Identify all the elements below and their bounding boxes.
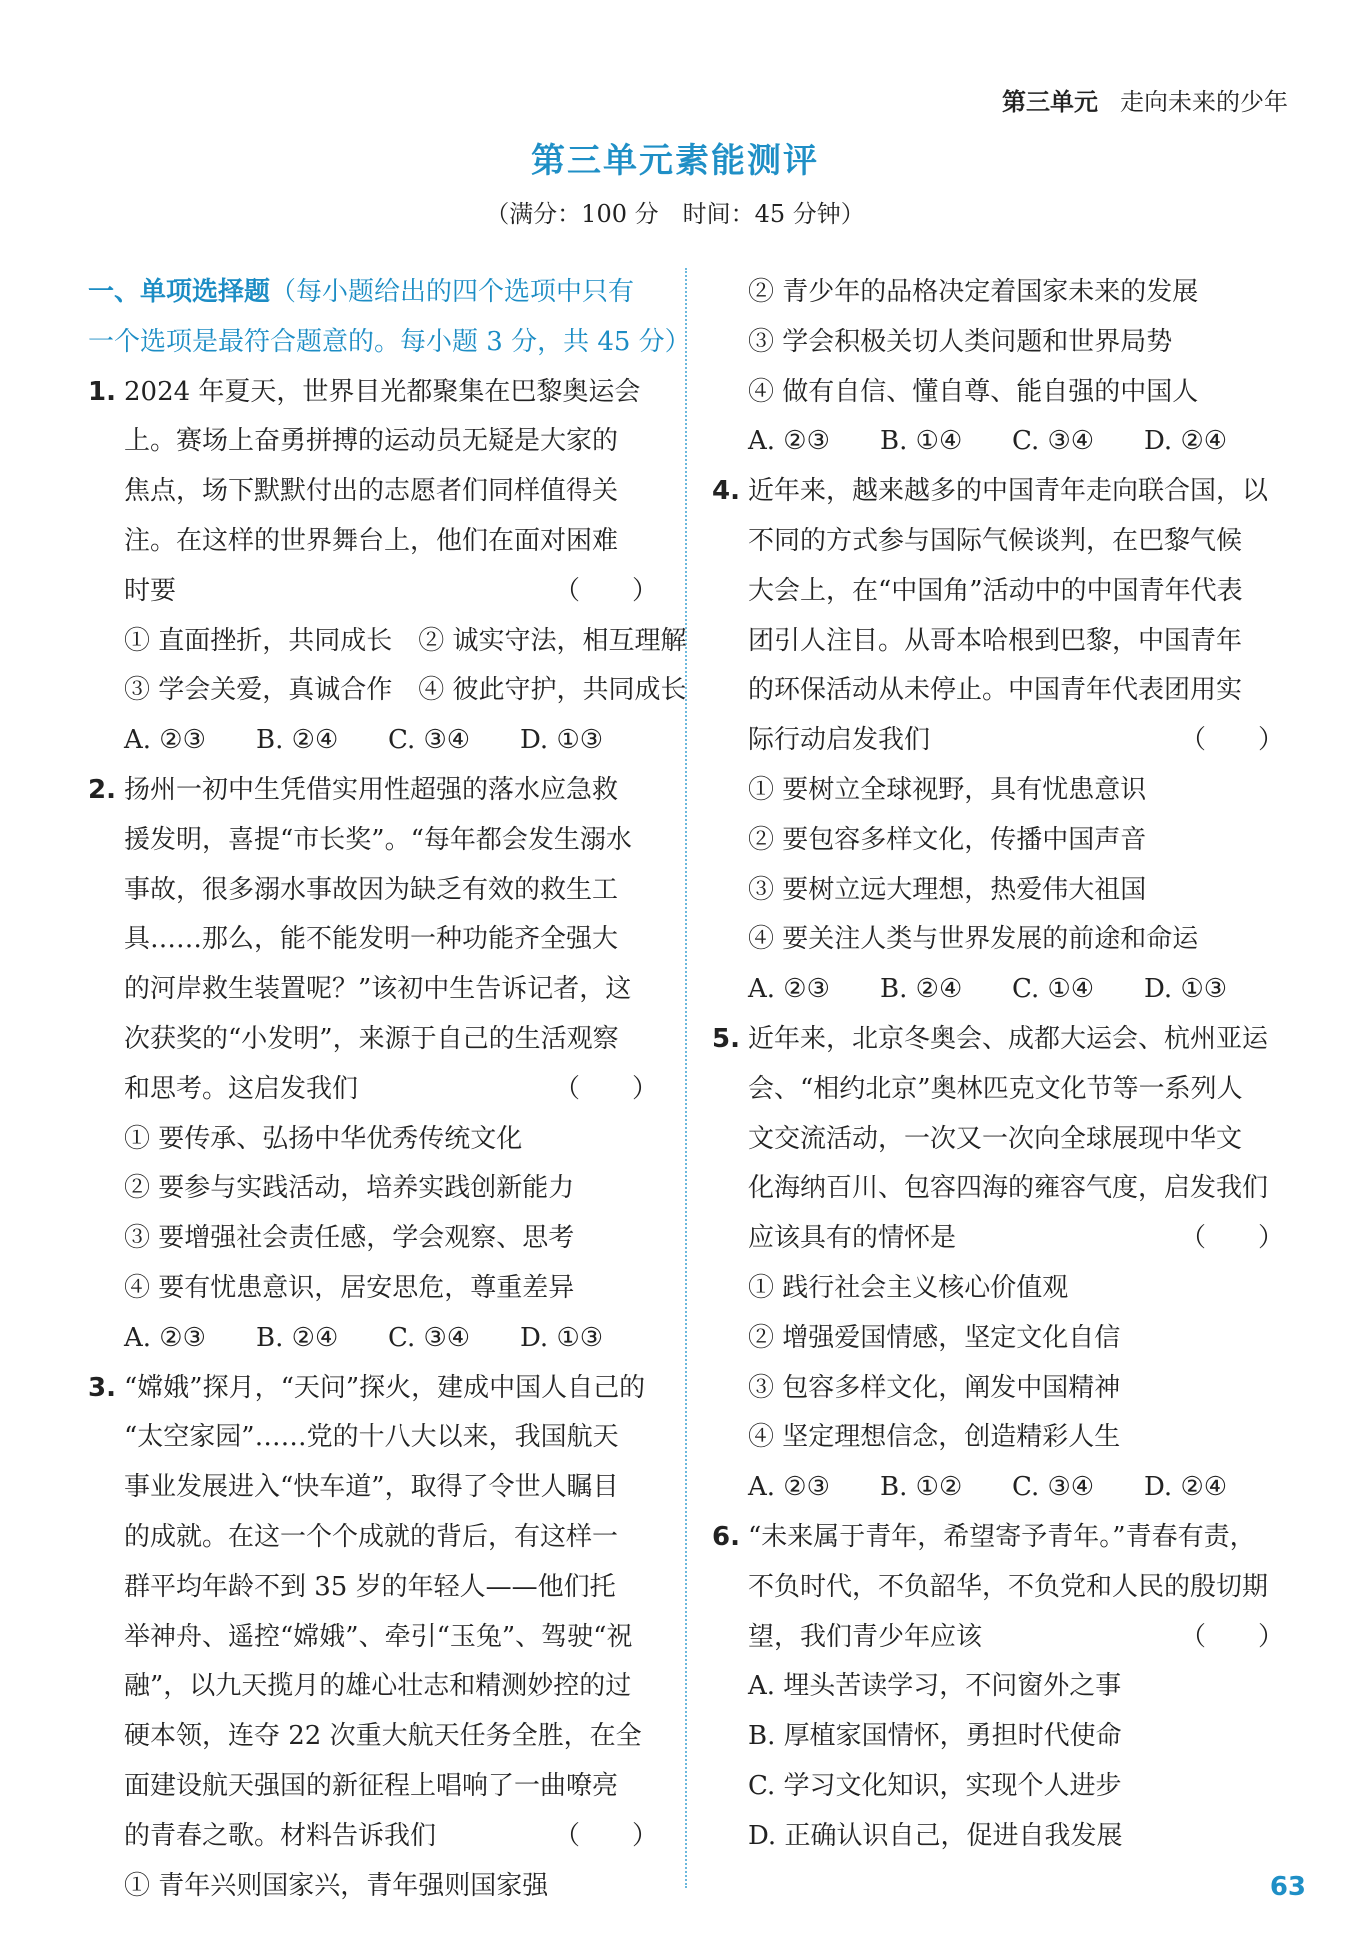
question-2 [88,766,658,1364]
answer-choices: A. ②③ B. ①④ C. ③④ D. ②④ [748,426,1228,457]
header-unit: 第三单元 [1002,88,1098,116]
page-number: 63 [1269,1872,1306,1902]
question-line: 事故，很多溺水事故因为缺乏有效的救生工 [124,874,619,905]
answer-choices: A. ②③ B. ②④ C. ①④ D. ①③ [748,974,1228,1005]
option-line: ③ 要增强社会责任感，学会观察、思考 [124,1223,575,1254]
question-line: 举神舟、遥控“嫦娥”、牵引“玉兔”、驾驶“祝 [124,1621,633,1652]
question-number: 3. [88,1372,116,1403]
question-line: 4. 近年来，越来越多的中国青年走向联合国，以 [712,467,1284,517]
question-line: 上。赛场上奋勇拼搏的运动员无疑是大家的 [124,426,619,457]
answer-choices: A. ②③ B. ②④ C. ③④ D. ①③ [124,725,604,756]
option-line: ② 增强爱国情感，坚定文化自信 [748,1322,1121,1353]
question-line: 1. 2024 年夏天，世界目光都聚集在巴黎奥运会 [88,368,658,418]
question-line: 化海纳百川、包容四海的雍容气度，启发我们 [748,1173,1269,1204]
answer-bracket: （ ） [553,1073,658,1104]
answer-bracket: （ ） [1179,1223,1284,1254]
question-line: 的河岸救生装置呢？”该初中生告诉记者，这 [124,974,632,1005]
question-1 [88,368,687,766]
right-column [712,268,1284,1862]
running-header [1002,82,1288,117]
question-line: 大会上，在“中国角”活动中的中国青年代表 [748,575,1243,606]
question-line: 5. 近年来，北京冬奥会、成都大运会、杭州亚运 [712,1015,1284,1065]
exam-info: （满分：100 分 时间：45 分钟） [485,200,865,228]
option-line: ① 践行社会主义核心价值观 [748,1272,1069,1303]
question-line: 焦点，场下默默付出的志愿者们同样值得关 [124,476,619,507]
answer-choices: A. ②③ B. ②④ C. ③④ D. ①③ [124,1322,604,1353]
option-line: ① 要传承、弘扬中华优秀传统文化 [124,1123,523,1154]
question-line: 不同的方式参与国际气候谈判，在巴黎气候 [748,525,1243,556]
question-line: 事业发展进入“快车道”，取得了令世人瞩目 [124,1472,619,1503]
answer-bracket: （ ） [1179,725,1284,756]
option-line: ① 青年兴则国家兴，青年强则国家强 [124,1870,549,1901]
section-heading-line1 [88,268,658,318]
option-line: ② 要包容多样文化，传播中国声音 [748,824,1147,855]
question-line: 会、“相约北京”奥林匹克文化节等一系列人 [748,1073,1243,1104]
question-line: 面建设航天强国的新征程上唱响了一曲嘹亮 [124,1770,619,1801]
question-number: 1. [88,376,116,407]
answer-bracket: （ ） [553,575,658,606]
option-line: A. 埋头苦读学习，不问窗外之事 [748,1671,1122,1702]
question-line: 时要 （ ） [88,567,658,617]
question-line: 应该具有的情怀是 （ ） [712,1214,1284,1264]
question-line: 融”，以九天揽月的雄心壮志和精测妙控的过 [124,1671,632,1702]
question-line: 6. “未来属于青年，希望寄予青年。”青春有责， [712,1513,1284,1563]
question-line: 援发明，喜提“市长奖”。“每年都会发生溺水 [124,824,632,855]
question-line: 的成就。在这一个个成就的背后，有这样一 [124,1521,619,1552]
question-line: 群平均年龄不到 35 岁的年轻人——他们托 [124,1571,616,1602]
option-line: ① 直面挫折，共同成长 ② 诚实守法，相互理解 [124,625,687,656]
question-6 [712,1513,1284,1862]
question-4 [712,467,1284,1015]
section-heading-line2: 一个选项是最符合题意的。每小题 3 分，共 45 分） [88,326,691,357]
header-topic: 走向未来的少年 [1120,88,1288,116]
question-number: 6. [712,1521,740,1552]
option-line: ④ 坚定理想信念，创造精彩人生 [748,1422,1121,1453]
question-line: 注。在这样的世界舞台上，他们在面对困难 [124,525,619,556]
option-line: D. 正确认识自己，促进自我发展 [748,1820,1123,1851]
question-number: 5. [712,1023,740,1054]
option-line: ③ 要树立远大理想，热爱伟大祖国 [748,874,1147,905]
question-line: 3. “嫦娥”探月，“天问”探火，建成中国人自己的 [88,1364,658,1414]
question-line: 的青春之歌。材料告诉我们 （ ） [88,1812,658,1862]
option-line: ② 青少年的品格决定着国家未来的发展 [748,277,1199,307]
answer-bracket: （ ） [553,1820,658,1851]
option-line: ③ 学会关爱，真诚合作 ④ 彼此守护，共同成长 [124,675,687,706]
option-line: ② 要参与实践活动，培养实践创新能力 [124,1173,575,1204]
answer-choices: A. ②③ B. ①② C. ③④ D. ②④ [748,1472,1228,1503]
question-line: 望，我们青少年应该 （ ） [712,1613,1284,1663]
option-line: ① 要树立全球视野，具有忧患意识 [748,774,1147,805]
question-line: 不负时代，不负韶华，不负党和人民的殷切期 [748,1571,1269,1602]
section-instructions: （每小题给出的四个选项中只有 [270,277,635,307]
question-line: 的环保活动从未停止。中国青年代表团用实 [748,675,1243,706]
question-line: 文交流活动，一次又一次向全球展现中华文 [748,1123,1243,1154]
question-number: 4. [712,476,740,507]
question-3 [88,1364,658,1912]
section-title: 一、单项选择题 [88,277,271,307]
option-line: ④ 要有忧患意识，居安思危，尊重差异 [124,1272,575,1303]
question-line: 际行动启发我们 （ ） [712,716,1284,766]
answer-bracket: （ ） [1179,1621,1284,1652]
question-line: 2. 扬州一初中生凭借实用性超强的落水应急救 [88,766,658,816]
question-line: 团引人注目。从哥本哈根到巴黎，中国青年 [748,625,1243,656]
left-column [88,268,691,1911]
page-title: 第三单元素能测评 [531,141,819,181]
question-line: 硬本领，连夺 22 次重大航天任务全胜，在全 [124,1721,642,1752]
question-line: 和思考。这启发我们 （ ） [88,1065,658,1115]
question-line: “太空家园”……党的十八大以来，我国航天 [124,1422,619,1453]
question-number: 2. [88,774,116,805]
option-line: ③ 学会积极关切人类问题和世界局势 [748,326,1173,357]
question-line: 具……那么，能不能发明一种功能齐全强大 [124,924,619,955]
question-line: 次获奖的“小发明”，来源于自己的生活观察 [124,1023,619,1054]
option-line: C. 学习文化知识，实现个人进步 [748,1770,1122,1801]
option-line: ③ 包容多样文化，阐发中国精神 [748,1372,1121,1403]
question-5 [712,1015,1284,1513]
column-divider [685,268,687,1888]
option-line: ④ 要关注人类与世界发展的前途和命运 [748,924,1199,955]
option-line: B. 厚植家国情怀，勇担时代使命 [748,1721,1122,1752]
option-line: ④ 做有自信、懂自尊、能自强的中国人 [748,376,1199,407]
